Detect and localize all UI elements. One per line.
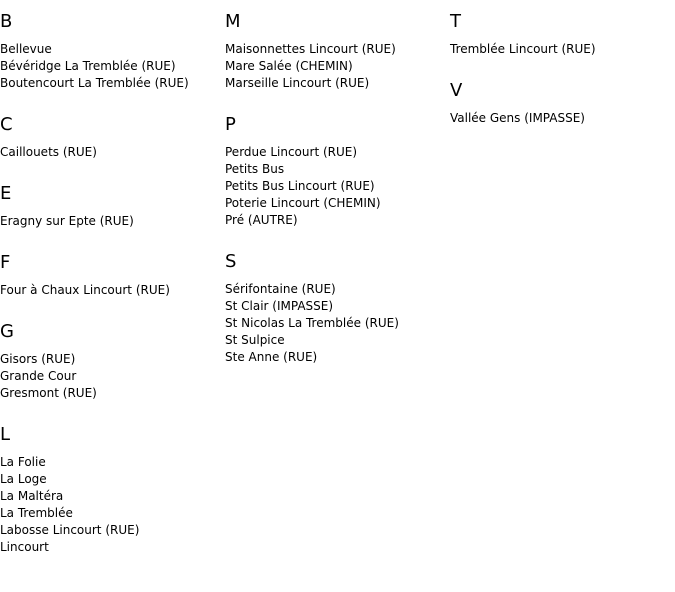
letter-heading: E bbox=[0, 183, 12, 204]
letter-heading: L bbox=[0, 424, 11, 445]
street-list bbox=[0, 205, 220, 241]
street-item: La Loge bbox=[0, 472, 47, 486]
street-list bbox=[225, 136, 445, 240]
letter-heading: V bbox=[450, 80, 463, 101]
street-list bbox=[0, 274, 220, 310]
street-item: Gresmont (RUE) bbox=[0, 386, 97, 400]
letter-group bbox=[225, 0, 445, 103]
letter-heading: S bbox=[225, 251, 237, 272]
letter-heading: T bbox=[450, 11, 461, 32]
letter-heading: P bbox=[225, 114, 236, 135]
street-item: Ste Anne (RUE) bbox=[225, 350, 318, 364]
letter-group bbox=[450, 69, 670, 138]
street-item: La Maltéra bbox=[0, 489, 64, 503]
street-item: Boutencourt La Tremblée (RUE) bbox=[0, 76, 189, 90]
column-2 bbox=[225, 0, 445, 377]
street-list bbox=[225, 273, 445, 377]
letter-group bbox=[0, 0, 220, 103]
street-list bbox=[0, 136, 220, 172]
street-list bbox=[0, 343, 220, 413]
street-item: Vallée Gens (IMPASSE) bbox=[450, 111, 585, 125]
street-item: Mare Salée (CHEMIN) bbox=[225, 59, 353, 73]
letter-heading: G bbox=[0, 321, 14, 342]
street-item: Pré (AUTRE) bbox=[225, 213, 298, 227]
letter-heading: C bbox=[0, 114, 13, 135]
street-item: St Clair (IMPASSE) bbox=[225, 299, 334, 313]
street-item: Perdue Lincourt (RUE) bbox=[225, 145, 358, 159]
street-item: Gisors (RUE) bbox=[0, 352, 76, 366]
street-item: Petits Bus Lincourt (RUE) bbox=[225, 179, 375, 193]
letter-group bbox=[0, 413, 220, 567]
street-item: Caillouets (RUE) bbox=[0, 145, 97, 159]
street-item: Labosse Lincourt (RUE) bbox=[0, 523, 140, 537]
street-list bbox=[450, 33, 670, 69]
street-item: Petits Bus bbox=[225, 162, 285, 176]
letter-group bbox=[0, 241, 220, 310]
street-item: Marseille Lincourt (RUE) bbox=[225, 76, 370, 90]
letter-group bbox=[0, 172, 220, 241]
column-3 bbox=[450, 0, 670, 138]
letter-group bbox=[0, 103, 220, 172]
street-item: Four à Chaux Lincourt (RUE) bbox=[0, 283, 170, 297]
street-list bbox=[450, 102, 670, 138]
street-item: St Sulpice bbox=[225, 333, 285, 347]
street-item: Lincourt bbox=[0, 540, 49, 554]
street-list bbox=[0, 33, 220, 103]
street-item: St Nicolas La Tremblée (RUE) bbox=[225, 316, 399, 330]
letter-group bbox=[225, 240, 445, 377]
street-item: Bellevue bbox=[0, 42, 52, 56]
column-1 bbox=[0, 0, 220, 567]
letter-group bbox=[225, 103, 445, 240]
letter-heading: M bbox=[225, 11, 241, 32]
letter-heading: F bbox=[0, 252, 11, 273]
street-item: La Folie bbox=[0, 455, 46, 469]
street-item: Grande Cour bbox=[0, 369, 77, 383]
street-item: Bévéridge La Tremblée (RUE) bbox=[0, 59, 176, 73]
street-item: La Tremblée bbox=[0, 506, 73, 520]
street-item: Eragny sur Epte (RUE) bbox=[0, 214, 134, 228]
street-item: Poterie Lincourt (CHEMIN) bbox=[225, 196, 381, 210]
street-item: Tremblée Lincourt (RUE) bbox=[450, 42, 596, 56]
letter-group bbox=[0, 310, 220, 413]
letter-group bbox=[450, 0, 670, 69]
street-list bbox=[225, 33, 445, 103]
street-list bbox=[0, 446, 220, 567]
street-item: Sérifontaine (RUE) bbox=[225, 282, 336, 296]
street-item: Maisonnettes Lincourt (RUE) bbox=[225, 42, 396, 56]
letter-heading: B bbox=[0, 11, 13, 32]
